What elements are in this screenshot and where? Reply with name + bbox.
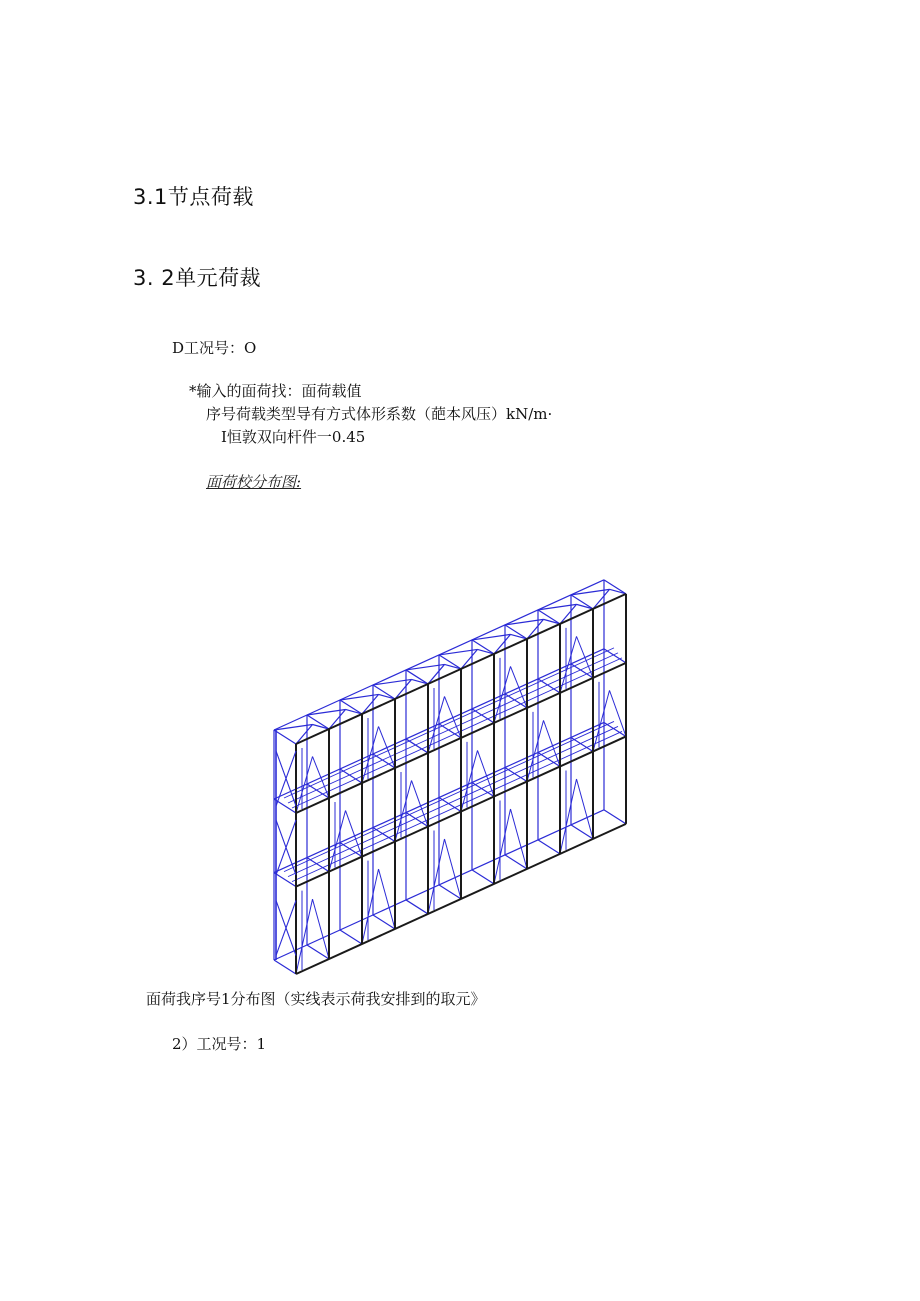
diagonal-brace: [445, 696, 462, 737]
diagonal-brace: [494, 809, 511, 884]
transom: [406, 900, 428, 914]
figure-caption: 面荷我序号1分布图（实线表示荷我安排到的取元》: [146, 990, 486, 1008]
diagonal-brace: [362, 869, 379, 944]
scaffold-load-distribution-figure: [268, 530, 638, 982]
transom: [604, 810, 626, 824]
load-table-header: 序号荷载类型导有方式体形系数（葩本风压）kN∕m·: [206, 405, 553, 423]
surface-load-input-note: *输入的面荷找：面荷载值: [189, 382, 362, 400]
platform-mesh: [292, 731, 622, 881]
transom: [274, 730, 296, 744]
distribution-diagram-link[interactable]: 面荷校分布图:: [206, 473, 302, 491]
transom: [340, 930, 362, 944]
platform-mesh: [288, 726, 618, 876]
diagonal-brace: [560, 779, 577, 854]
transom: [274, 960, 296, 974]
diagonal-brace: [428, 839, 445, 914]
section-3-2-heading: 3. 2单元荷裁: [133, 266, 262, 290]
load-case-1-label: 2）工况号：1: [172, 1035, 267, 1053]
scaffold-wireframe: [274, 580, 626, 974]
section-3-1-heading: 3.1节点荷载: [133, 185, 254, 209]
diagonal-brace: [494, 666, 511, 723]
load-table-row: I恒敦双向杆件一0.45: [221, 428, 366, 446]
transom: [538, 840, 560, 854]
diagonal-brace: [560, 636, 577, 693]
load-case-0-label: D工况号：O: [172, 339, 257, 357]
platform-mesh: [288, 653, 618, 803]
diagonal-brace: [362, 726, 379, 783]
transom: [472, 870, 494, 884]
diagonal-brace: [296, 899, 313, 974]
diagonal-brace: [296, 756, 313, 813]
platform-mesh: [292, 658, 622, 808]
diagonal-brace: [593, 690, 610, 751]
diagonal-brace: [313, 756, 330, 797]
diagonal-brace: [379, 726, 396, 767]
diagonal-brace: [428, 696, 445, 753]
diagonal-brace: [577, 636, 594, 677]
diagonal-brace: [511, 666, 528, 707]
